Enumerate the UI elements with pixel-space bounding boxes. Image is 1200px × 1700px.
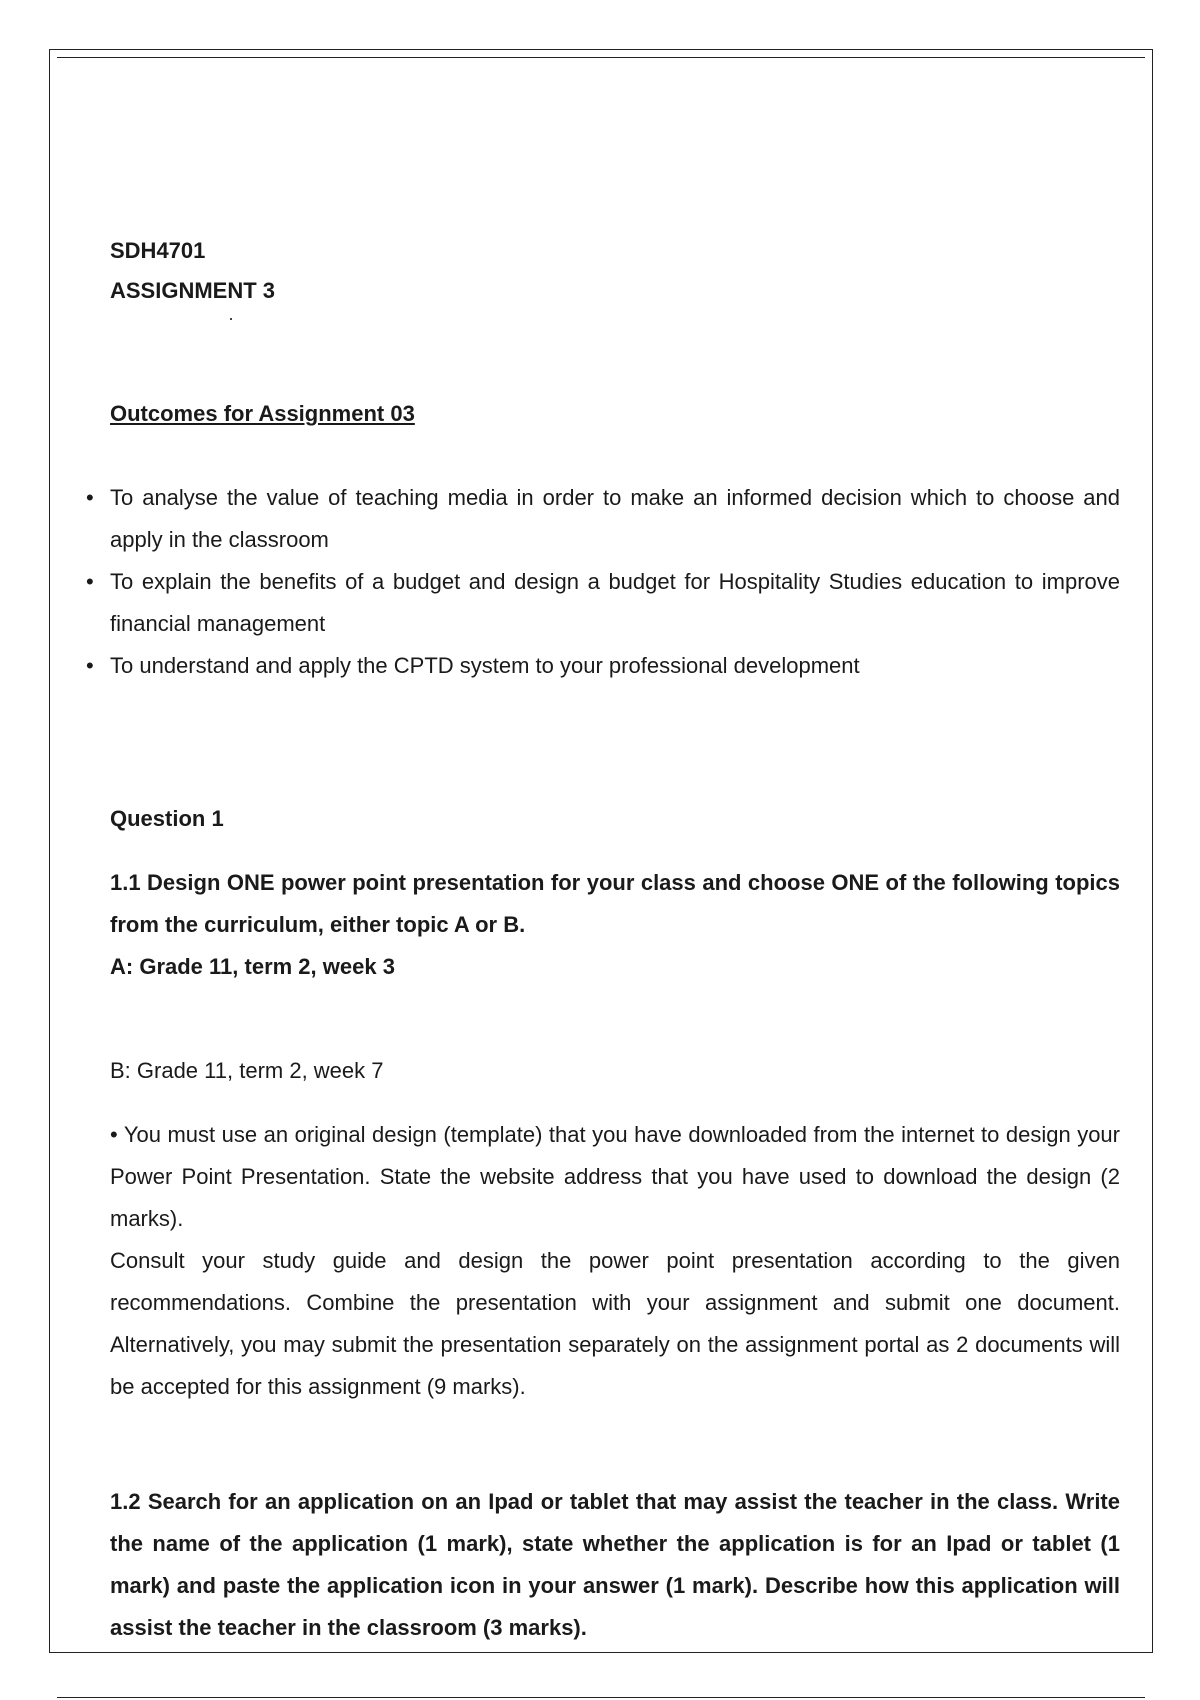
question-1-1: 1.1 Design ONE power point presentation for your class and choose ONE of the following topics from the curriculum, either topic A or B.: [110, 870, 1120, 937]
instruction-submission: Consult your study guide and design the power point presentation according to the given recommendations. Combine the presentation with your assignment and submit one document. Alternatively, you may submit the presentation separately on the assignment portal as 2 documents will be accepted for this assignment (9 marks).: [110, 1248, 1120, 1399]
outcomes-heading: Outcomes for Assignment 03: [110, 401, 415, 426]
question-1-heading: Question 1: [110, 806, 224, 831]
top-rule: [57, 57, 1145, 58]
assignment-title: ASSIGNMENT 3: [110, 278, 276, 303]
bullet-icon: •: [86, 569, 94, 594]
course-code: SDH4701: [110, 238, 206, 263]
bullet-icon: •: [86, 653, 94, 678]
outcomes-list: [86, 477, 1120, 687]
topic-b: B: Grade 11, term 2, week 7: [110, 1058, 384, 1083]
outcome-item: [86, 561, 1120, 645]
outcome-text: To analyse the value of teaching media in order to make an informed decision which to choose and apply in the classroom: [110, 485, 1120, 552]
stray-dot: [230, 318, 232, 320]
outcome-text: To understand and apply the CPTD system to your professional development: [110, 653, 860, 678]
question-1-1-instructions: [110, 1114, 1120, 1408]
question-1-2: 1.2 Search for an application on an Ipad or tablet that may assist the teacher in the class. Write the name of the application (1 mark), state whether the application is for an Ipad or tablet (1 mark) and paste the application icon in your answer (1 mark). Describe how this application will assist the teacher in the classroom (3 marks).: [110, 1489, 1120, 1640]
outcome-text: To explain the benefits of a budget and design a budget for Hospitality Studies education to improve financial management: [110, 569, 1120, 636]
bottom-rule: [57, 1697, 1145, 1698]
instruction-design: • You must use an original design (template) that you have downloaded from the internet to design your Power Point Presentation. State the website address that you have used to download the design (2 marks).: [110, 1122, 1120, 1231]
outcome-item: [86, 477, 1120, 561]
bullet-icon: •: [86, 485, 94, 510]
topic-a: A: Grade 11, term 2, week 3: [110, 954, 395, 979]
outcome-item: [86, 645, 1120, 687]
